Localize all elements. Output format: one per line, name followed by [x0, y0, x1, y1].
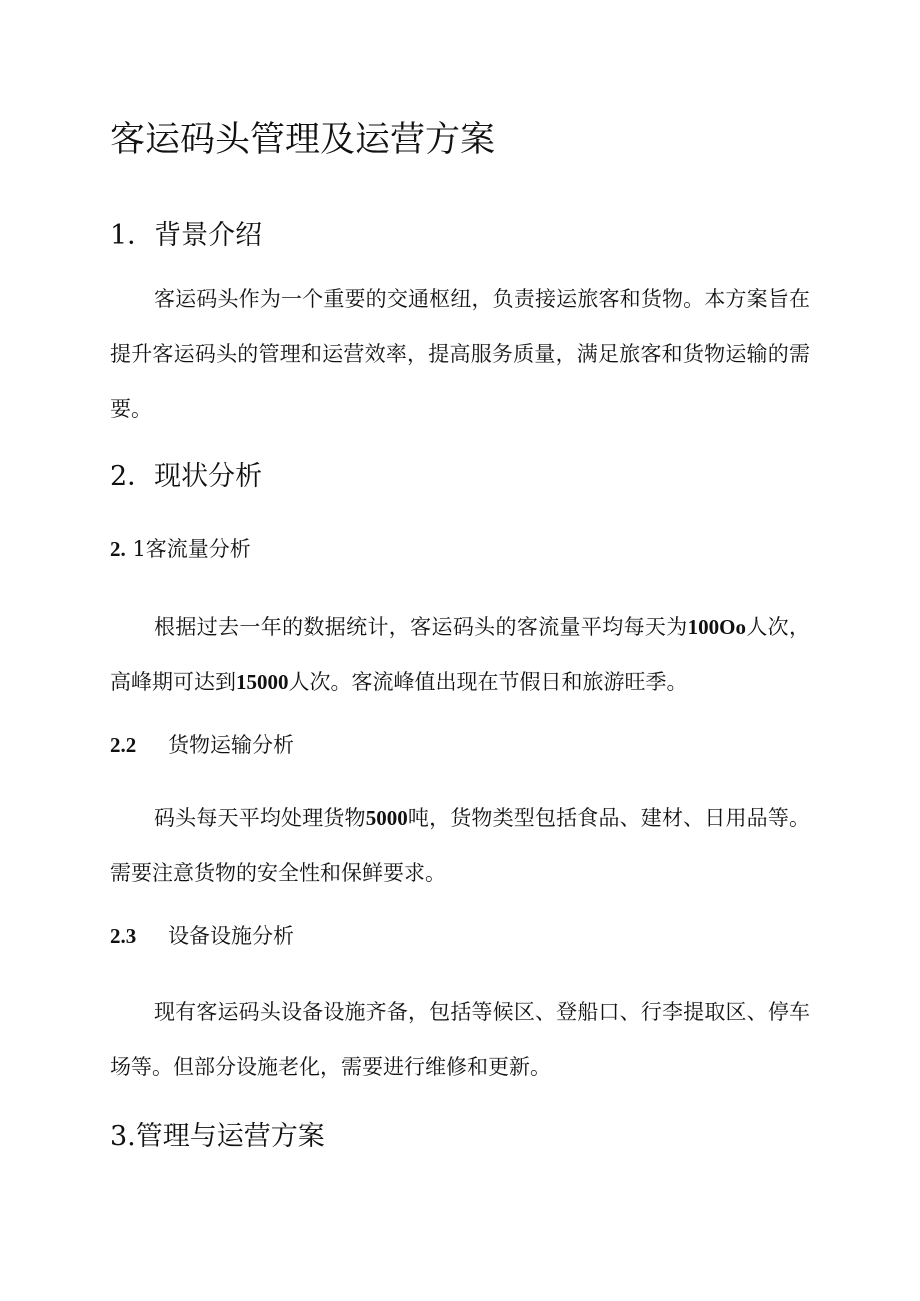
peak-passenger-value: 15000	[236, 670, 289, 694]
body-text: 码头每天平均处理货物	[154, 806, 366, 830]
section-2-1-heading	[110, 533, 251, 565]
section-2-heading: 2．现状分析	[110, 461, 263, 492]
section-2-1-body	[110, 600, 810, 710]
section-2-3-heading	[110, 920, 294, 952]
section-2-3-title: 设备设施分析	[168, 924, 294, 948]
section-2-2-number: 2.2	[110, 733, 137, 757]
body-text: 人次。客流峰值出现在节假日和旅游旺季。	[288, 670, 688, 694]
section-2-2-heading	[110, 729, 294, 761]
section-1-body: 客运码头作为一个重要的交通枢纽，负责接运旅客和货物。本方案旨在提升客运码头的管理和运营效率，提高服务质量，满足旅客和货物运输的需要。	[110, 287, 810, 421]
section-2-3-body: 现有客运码头设备设施齐备，包括等候区、登船口、行李提取区、停车场等。但部分设施老化，需要进行维修和更新。	[110, 1000, 810, 1079]
section-2-2-title: 货物运输分析	[168, 733, 294, 757]
body-text: 人次，高峰期可达到	[110, 615, 811, 694]
section-2-2-body	[110, 791, 810, 901]
section-2-1-title: 1客流量分析	[132, 537, 251, 561]
document-title: 客运码头管理及运营方案	[110, 120, 496, 160]
section-2-1-number: 2.	[110, 537, 126, 561]
section-2-3-number: 2.3	[110, 924, 137, 948]
daily-cargo-value: 5000	[365, 806, 408, 830]
body-text: 吨，货物类型包括食品、建材、日用品等。需要注意货物的安全性和保鲜要求。	[110, 806, 811, 885]
daily-passenger-value: 100Oo	[687, 615, 746, 639]
body-text: 根据过去一年的数据统计，客运码头的客流量平均每天为	[154, 615, 688, 639]
section-1-heading: 1．背景介绍	[110, 220, 263, 251]
section-3-heading: 3.管理与运营方案	[110, 1121, 325, 1152]
